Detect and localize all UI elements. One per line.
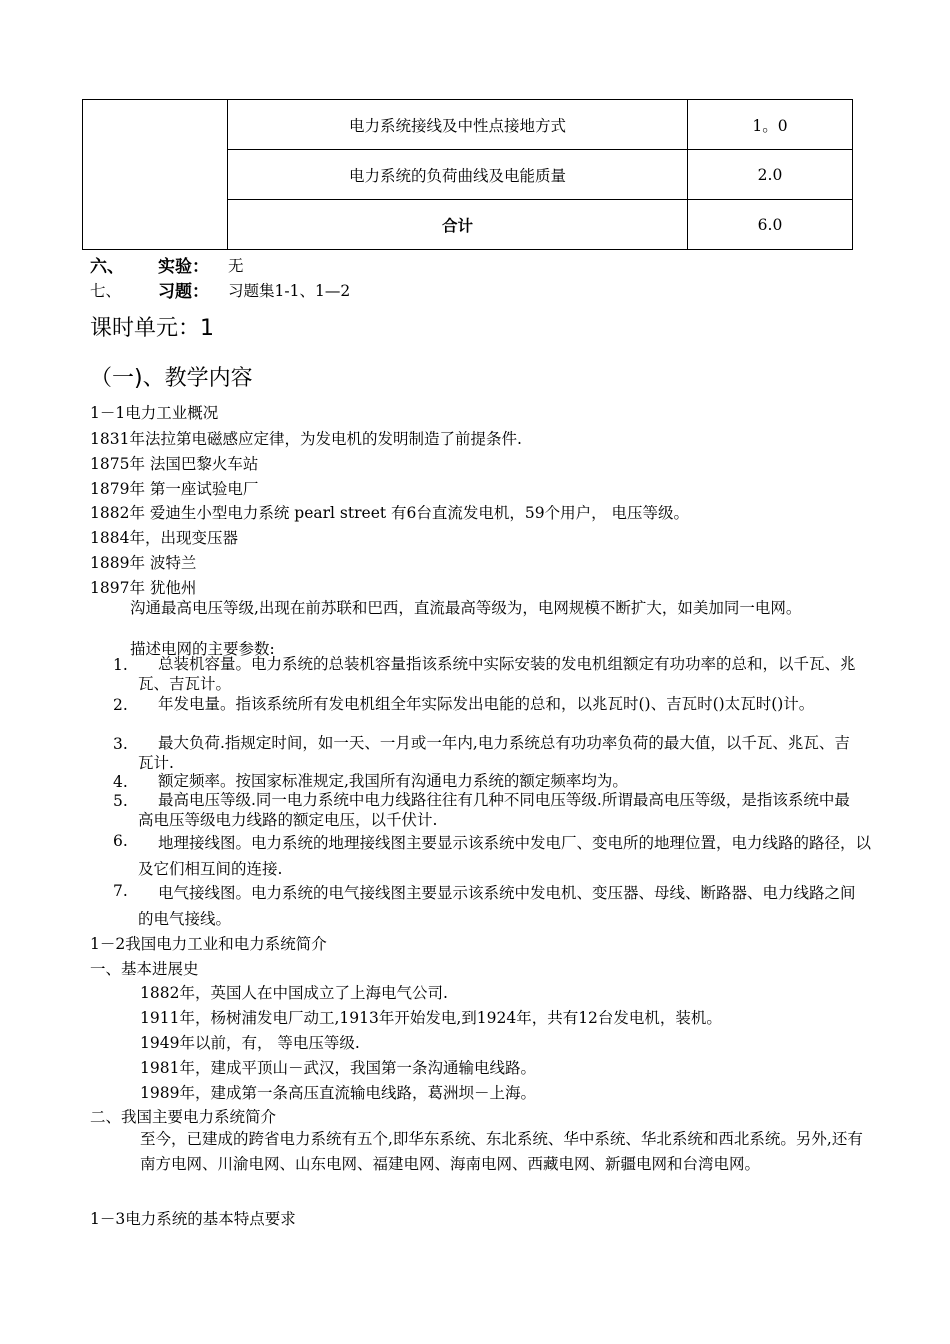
total-hours: 6.0 [688, 200, 853, 250]
s12-sub2: 二、我国主要电力系统简介 [90, 1108, 277, 1126]
history-line: 1949年以前，有， 等电压等级. [140, 1034, 360, 1052]
s12-sub1: 一、基本进展史 [90, 960, 199, 978]
table-row-hours: 1。0 [688, 100, 853, 150]
param-text: 最大负荷.指规定时间，如一天、一月或一年内,电力系统总有功功率负荷的最大值，以千瓦、兆瓦、吉瓦计. [138, 734, 850, 772]
table-row-hours: 2.0 [688, 150, 853, 200]
param-text: 地理接线图。电力系统的地理接线图主要显示该系统中发电厂、变电所的地理位置，电力线路的路径，以及它们相互间的连接. [138, 834, 872, 878]
history-line: 1882年，英国人在中国成立了上海电气公司. [140, 984, 448, 1002]
s13-heading: 1－3电力系统的基本特点要求 [90, 1210, 296, 1228]
param-text: 最高电压等级.同一电力系统中电力线路往往有几种不同电压等级.所谓最高电压等级，是指该系统中最高电压等级电力线路的额定电压，以千伏计. [138, 791, 850, 829]
teaching-title: （一)、教学内容 [90, 366, 253, 391]
section6-label: 实验： [158, 257, 209, 277]
param-number: 6. [113, 832, 128, 850]
s11-paragraph: 沟通最高电压等级,出现在前苏联和巴西，直流最高等级为，电网规模不断扩大，如美加同一电网。 [130, 599, 802, 617]
section6-value: 无 [228, 257, 244, 275]
params-title: 描述电网的主要参数: [130, 640, 275, 658]
event-line: 1889年 波特兰 [90, 554, 197, 572]
param-text: 电气接线图。电力系统的电气接线图主要显示该系统中发电机、变压器、母线、断路器、电力线路之间的电气接线。 [138, 884, 856, 928]
section7-value: 习题集1-1、1—2 [228, 282, 351, 300]
event-line: 1879年 第一座试验电厂 [90, 480, 259, 498]
param-number: 1. [113, 656, 128, 674]
event-line: 1897年 犹他州 [90, 579, 197, 597]
event-line: 1882年 爱迪生小型电力系统 pearl street 有6台直流发电机，59个用户， 电压等级。 [90, 504, 690, 522]
table-row-topic: 电力系统的负荷曲线及电能质量 [228, 150, 688, 200]
section6-num: 六、 [90, 257, 124, 277]
param-number: 4. [113, 773, 128, 791]
event-line: 1884年，出现变压器 [90, 529, 238, 547]
param-number: 7. [113, 882, 128, 900]
merged-empty-cell [83, 100, 228, 250]
param-number: 5. [113, 792, 128, 810]
s12-heading: 1－2我国电力工业和电力系统简介 [90, 935, 327, 953]
total-label: 合计 [228, 200, 688, 250]
param-number: 3. [113, 735, 128, 753]
param-text: 总装机容量。电力系统的总装机容量指该系统中实际安装的发电机组额定有功功率的总和，以千瓦、兆瓦、吉瓦计。 [138, 655, 856, 693]
s12-paragraph: 至今，已建成的跨省电力系统有五个,即华东系统、东北系统、华中系统、华北系统和西北系统。另外,还有南方电网、川渝电网、山东电网、福建电网、海南电网、西藏电网、新疆电网和台湾电网。 [140, 1130, 863, 1173]
table-row-topic: 电力系统接线及中性点接地方式 [228, 100, 688, 150]
param-number: 2. [113, 696, 128, 714]
section7-label: 习题： [158, 282, 209, 302]
event-line: 1831年法拉第电磁感应定律，为发电机的发明制造了前提条件. [90, 430, 522, 448]
event-line: 1875年 法国巴黎火车站 [90, 455, 259, 473]
unit-title: 课时单元：1 [90, 316, 214, 341]
param-text: 年发电量。指该系统所有发电机组全年实际发出电能的总和，以兆瓦时()、吉瓦时()太瓦时()计。 [158, 695, 815, 713]
history-line: 1989年，建成第一条高压直流输电线路，葛洲坝－上海。 [140, 1084, 536, 1102]
course-hours-table [82, 99, 853, 250]
param-text: 额定频率。按国家标准规定,我国所有沟通电力系统的额定频率均为。 [158, 772, 628, 790]
s11-heading: 1－1电力工业概况 [90, 404, 219, 422]
history-line: 1911年，杨树浦发电厂动工,1913年开始发电,到1924年，共有12台发电机，装机。 [140, 1009, 722, 1027]
section7-num: 七、 [90, 282, 122, 300]
history-line: 1981年，建成平顶山－武汉，我国第一条沟通输电线路。 [140, 1059, 536, 1077]
